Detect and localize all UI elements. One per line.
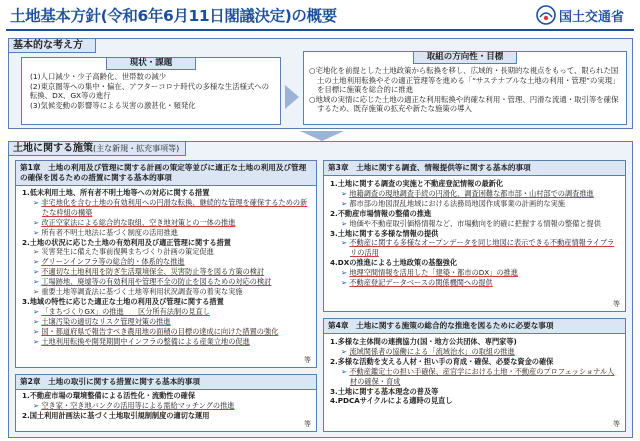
issues-panel xyxy=(21,57,281,125)
chapter-3-subitem: ➢ 不動産に関する多様なオープンデータを同じ地図に表示できる不動産情報ライブラリの活用 xyxy=(341,238,615,258)
chapter-3-subitem: ➢ 都市部の地図混乱地域における法務局地図作成事業の計画的な実施 xyxy=(341,198,565,208)
chapter-3-subitem: ➢ 地理空間情報を活用した「建築・都市のDX」の推進 xyxy=(341,268,518,278)
chapter-4-item: 1.多様な主体間の連携協力(国・地方公共団体、専門家等) xyxy=(330,337,517,346)
chapter-1-subitem: ➢ 重要土地等調査法に基づく土地等利用状況調査等の着実な実施 xyxy=(33,287,243,297)
chapter-2-subitem: ➢ 空き家・空き地バンクの活用等による需給マッチングの推進 xyxy=(33,400,235,410)
etc-note: 等 xyxy=(304,356,311,364)
chapter-1-body xyxy=(22,188,312,347)
chapter-1-subitem: ➢ 災害発生に備えた事前復興まちづくり計画の策定促進 xyxy=(33,247,214,257)
direction-item: ○地域の実情に応じた土地の適正な利用転換や的確な利用・管理、円滑な流通・取引等を確保するため、既存施策の拡充や新たな施策の導入 xyxy=(309,94,619,114)
chapter-4-box xyxy=(323,318,626,432)
chapter-3-item: 4.DXの推進による土地政策の基盤強化 xyxy=(330,258,458,268)
chapter-1-item: 1.低未利用土地、所有者不明土地等への対応に関する措置 xyxy=(22,188,210,197)
chapter-1-subitem: ➢ 所有者不明土地法に基づく制度の活用推進 xyxy=(33,227,178,237)
etc-note: 等 xyxy=(613,420,620,428)
chapter-2-box xyxy=(15,374,317,432)
chapter-4-title: 第4章 土地に関する施策の総合的な推進を図るために必要な事項 xyxy=(324,319,625,334)
issues-title: 現状・課題 xyxy=(106,57,196,70)
chapter-3-box xyxy=(323,160,626,312)
chapter-1-subitem: ➢ 非宅地化を含む土地の有効利用への円滑な転換、継続的な管理を確保するための新たな枠組の構築 xyxy=(33,197,308,217)
ministry-logo xyxy=(536,4,636,26)
chapter-3-subitem: ➢ 不動産登記データベースの関係機関への提供 xyxy=(341,278,493,288)
chapter-4-subitem: ➢ 流域関係者の協働による「流域治水」の取組の推進 xyxy=(341,346,515,356)
chapter-4-item: 2.多様な活動を支える人材・担い手の育成・確保、必要な資金の確保 xyxy=(330,356,554,366)
mlit-logo-icon xyxy=(536,5,556,25)
direction-panel xyxy=(303,51,627,125)
basic-approach-label: 基本的な考え方 xyxy=(8,38,96,53)
chapter-1-subitem: ➢ 土地利用転換や開発期間中インフラの整備による産業立地の促進 xyxy=(33,336,250,346)
chapter-3-title: 第3章 土地に関する調査、情報提供等に関する基本的事項 xyxy=(324,161,625,176)
chapter-3-body xyxy=(330,179,621,288)
chapter-3-subitem: ➢ 地価や不動産取引価格情報など、市場動向を的確に把握する情報の整備と提供 xyxy=(341,218,601,228)
chapter-4-body xyxy=(330,337,621,406)
direction-list xyxy=(309,66,622,114)
chapter-1-subitem: ➢ 工場跡地、廃墟等の有効利用や管理不全の防止を図るための対応の検討 xyxy=(33,277,272,287)
chapter-1-item: 2.土地の状況に応じた土地の有効利用及び適正管理に関する措置 xyxy=(22,237,231,247)
chapter-1-title: 第1章 土地の利用及び管理に関する計画の策定等並びに適正な土地の利用及び管理の確保を図るための措置に関する基本的事項 xyxy=(16,161,316,186)
chapter-1-item: 3.地域の特性に応じた適正な土地の利用及び管理に関する措置 xyxy=(22,296,224,306)
title-divider xyxy=(6,29,634,31)
issue-item: (3)気候変動の影響等による災害の激甚化・頻発化 xyxy=(30,100,196,110)
chapter-1-subitem: ➢ 国・都道府県で報告すべき農用地の面積の目標の達成に向けた措置の強化 xyxy=(33,326,279,336)
chapter-1-subitem: ➢ グリーンインフラ等の総合的・体系的な推進 xyxy=(33,257,185,267)
chapter-3-item: 1.土地に関する調査の実施と不動産登記情報の最新化 xyxy=(330,179,504,188)
direction-title: 取組の方向性・目標 xyxy=(413,51,517,64)
etc-note: 等 xyxy=(304,420,311,428)
page-title: 土地基本方針(令和6年6月11日閣議決定)の概要 xyxy=(10,7,337,25)
chapter-1-subitem: ➢ 「まちづくりGX」の推進 区分所有法制の見直し xyxy=(33,306,210,316)
land-measures-label-text: 土地に関する施策 xyxy=(13,143,93,154)
chapter-3-item: 2.不動産市場情報の整備の推進 xyxy=(330,208,432,218)
issues-list xyxy=(30,72,276,110)
chapter-2-item: 1.不動産市場の環境整備による活性化・流動性の確保 xyxy=(22,391,196,400)
down-arrow-icon xyxy=(300,131,344,141)
chapter-3-item: 3.土地に関する多様な情報の提供 xyxy=(330,228,439,238)
etc-note: 等 xyxy=(613,300,620,308)
issue-item: (2)東京圏等への集中・偏在、アフターコロナ時代の多様な生活様式への転換、DX、GX等の進行 xyxy=(30,81,270,101)
chapter-1-subitem: ➢ 不適切な土地利用を防ぎ生活環境保全、災害防止等を図る方策の検討 xyxy=(33,267,265,277)
chapter-1-subitem: ➢ 改正空家法による総合的な取組、空き地対策との一体の推進 xyxy=(33,217,236,227)
chapter-2-body xyxy=(22,391,312,421)
chapter-4-subitem: ➢ 不動産鑑定士の担い手確保、産官学における土地・不動産のプロフェッショナル人材の確保・育成 xyxy=(341,366,615,386)
chapter-2-item: 2.国土利用計画法に基づく土地取引規制制度の適切な運用 xyxy=(22,410,210,420)
right-arrow-icon xyxy=(285,85,299,109)
title-bar xyxy=(0,0,640,30)
chapter-3-subitem: ➢ 地籍調査の現地調査手続の円滑化、調査困難な都市部・山村部での調査推進 xyxy=(341,188,594,198)
land-measures-label-sub: (主な新規・拡充事項等) xyxy=(93,144,180,153)
chapter-1-box xyxy=(15,160,317,368)
basic-approach-section xyxy=(8,38,633,129)
chapter-1-subitem: ➢ 土壌汚染の適切なリスク管理対策の推進 xyxy=(33,316,171,326)
chapter-2-title: 第2章 土地の取引に関する措置に関する基本的事項 xyxy=(16,375,316,390)
issue-item: (1)人口減少・少子高齢化、世帯数の減少 xyxy=(30,72,167,81)
land-measures-label xyxy=(8,141,186,156)
chapter-4-item: 4.PDCAサイクルによる適時の見直し xyxy=(330,396,453,406)
chapter-4-item: 3.土地に関する基本理念の普及等 xyxy=(330,386,439,396)
direction-item: ○宅地化を前提とした土地政策から転換を移し、広域的・長期的な視点をもって、限られた国土の土地利用転換やその適正管理等を進める「“サステナブルな土地の利用・管理”の実現」を目標に施策を総合的に推進 xyxy=(309,66,620,95)
ministry-name: 国土交通省 xyxy=(559,10,625,25)
land-measures-section xyxy=(8,141,633,438)
